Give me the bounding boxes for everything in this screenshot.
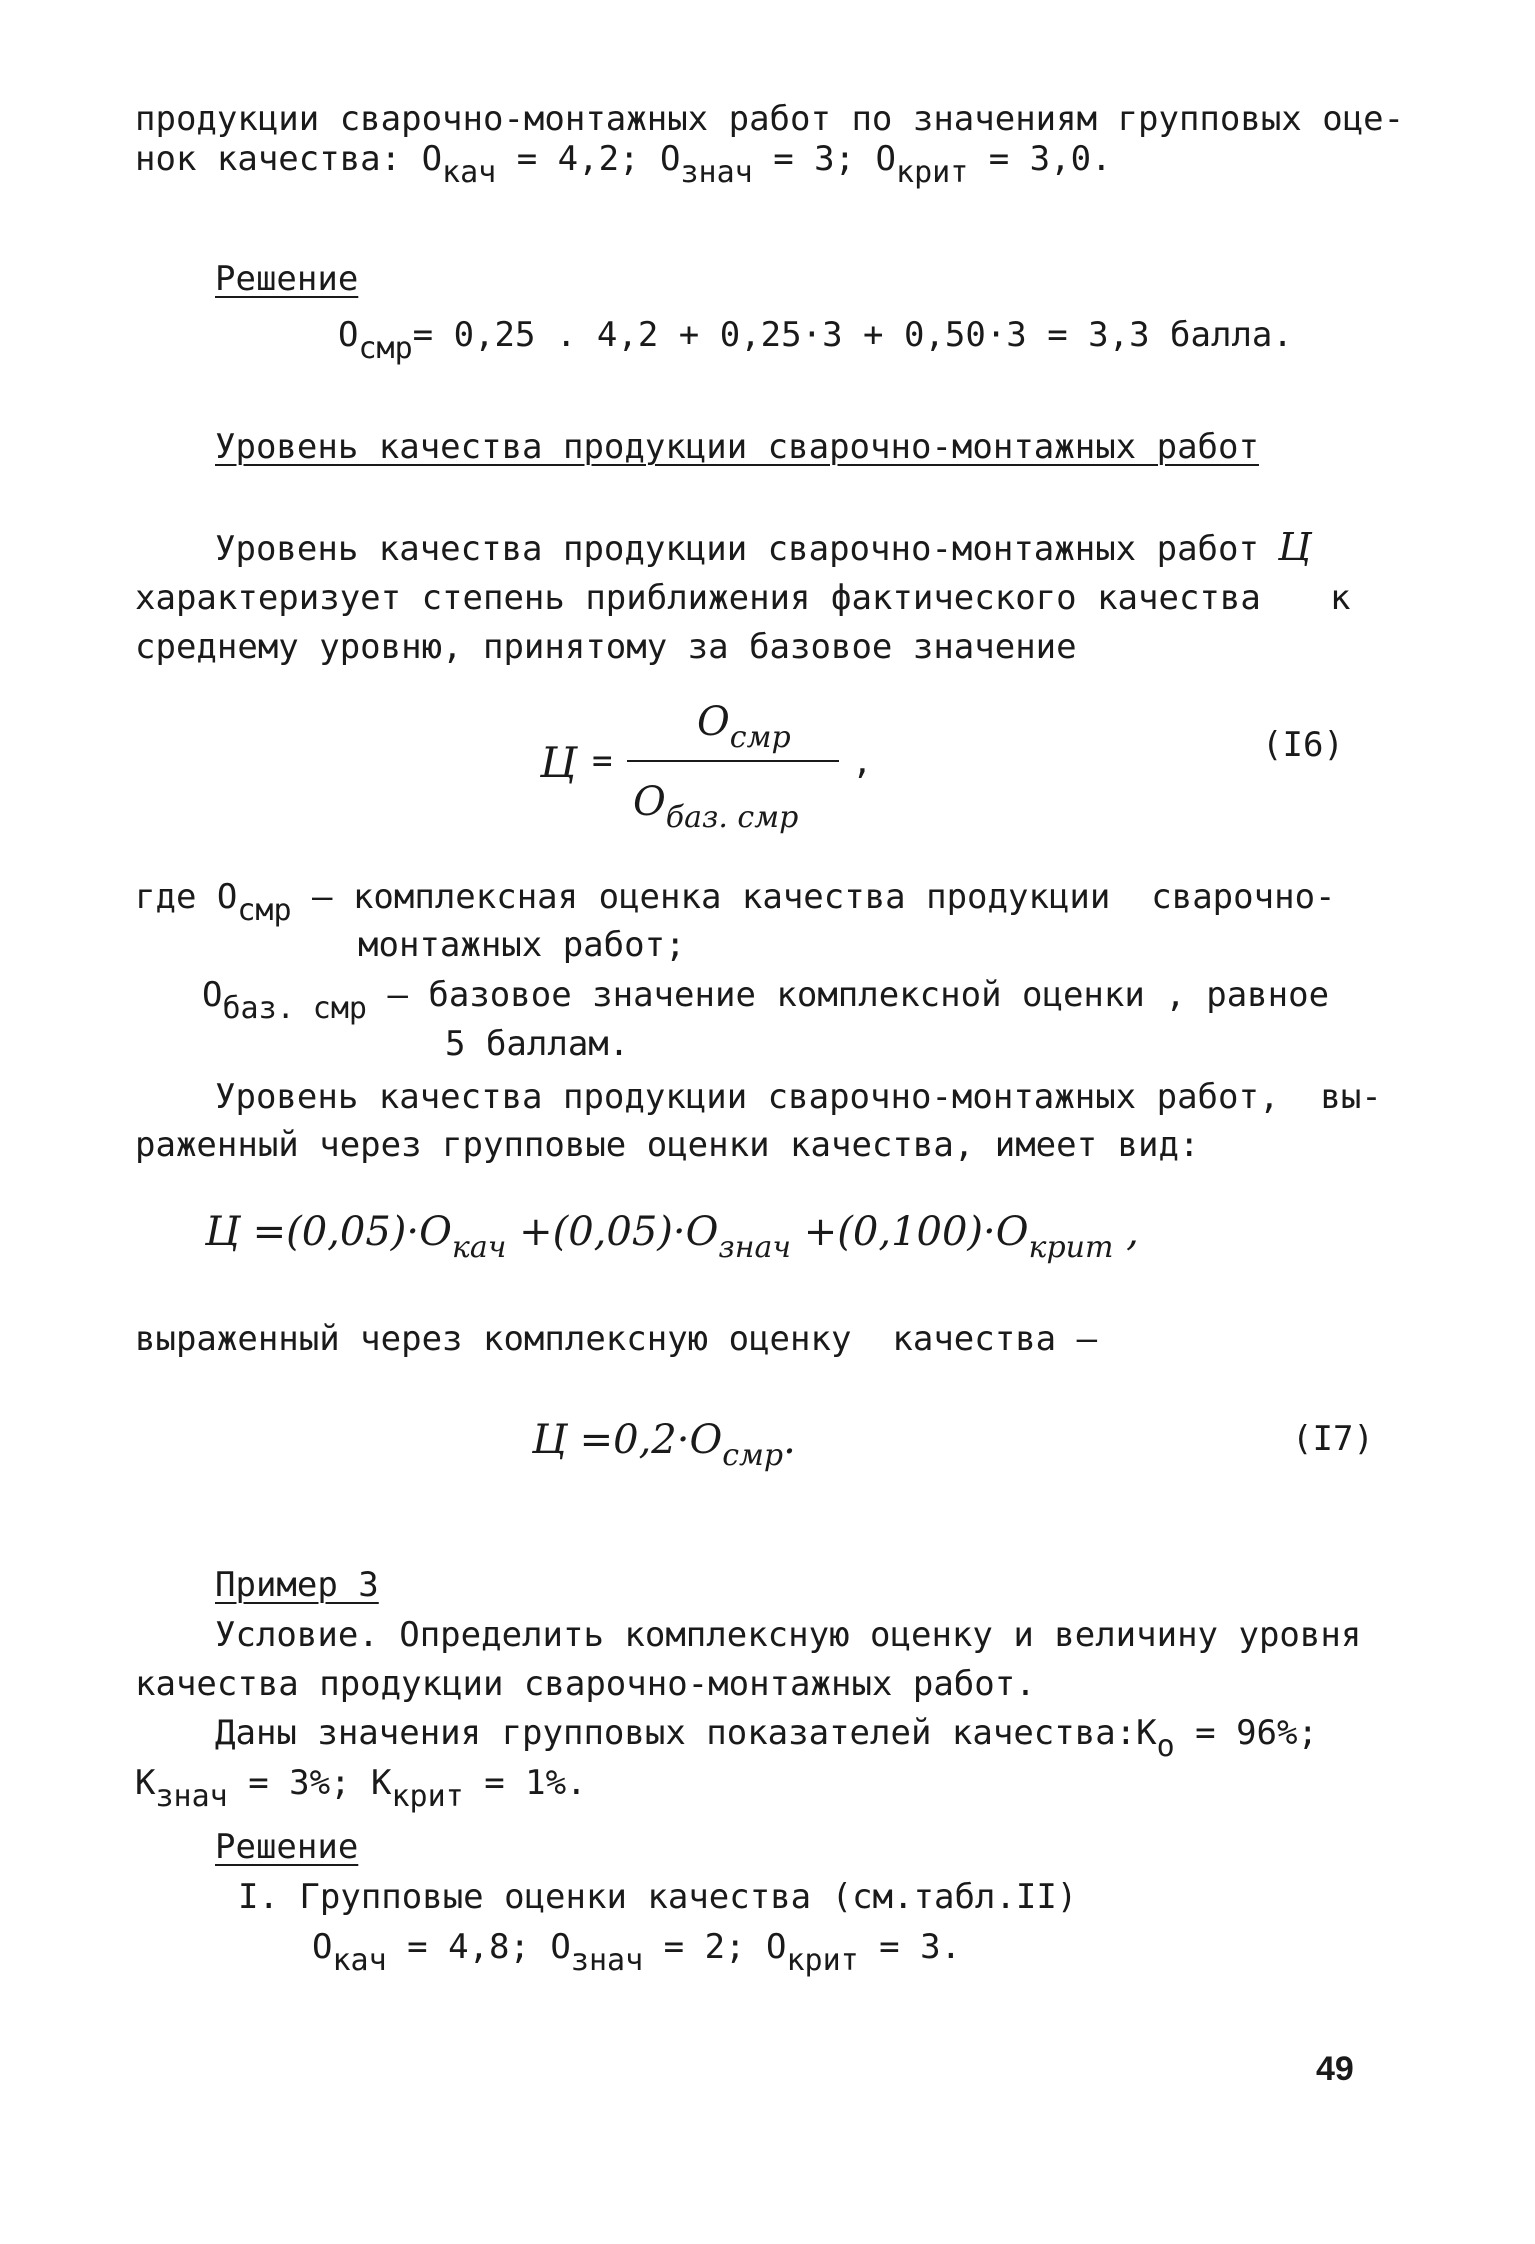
fraction-bar [627,760,839,762]
formula-17: $Ц =0,2\cdot О_{смр}$. [532,1417,796,1473]
definition-line: монтажных работ; [358,925,686,965]
definition-line: где Осмр – комплексная оценка качества продукции сварочно- [135,877,1336,928]
solution-heading: Решение [215,259,359,299]
text-line: Окач = 4,8; Означ = 2; Окрит = 3. [312,1927,962,1978]
formula-group: $Ц =(0,05)\cdot О_{кач} +(0,05)\cdot О_{знач} +(0,100)\cdot О_{крит}$ , [205,1209,1139,1265]
text-line: продукции сварочно-монтажных работ по значениям групповых оце- [135,99,1405,139]
text-line: Уровень качества продукции сварочно-монтажных работ [215,529,1259,569]
text-line: нок качества: Окач = 4,2; Означ = 3; Окрит = 3,0. [135,139,1112,190]
formula-numerator: $О_{смр}$ [697,699,791,755]
formula-eq: = [592,741,613,781]
example-heading: Пример 3 [215,1565,379,1605]
formula-comma: , [852,742,873,782]
text-line: к [1330,578,1351,618]
equation-number: (I6) [1262,725,1344,765]
solution-heading: Решение [215,1827,359,1867]
text-line: Уровень качества продукции сварочно-монтажных работ, вы- [215,1077,1382,1117]
page-number: 49 [1316,2050,1354,2088]
section-heading: Уровень качества продукции сварочно-монтажных работ [215,427,1259,467]
text-line: качества продукции сварочно-монтажных работ. [135,1664,1036,1704]
formula-symbol: Ц [540,738,577,787]
text-line: I. Групповые оценки качества (см.табл.II) [238,1877,1078,1917]
solution-line: Осмр= 0,25 . 4,2 + 0,25·3 + 0,50·3 = 3,3 балла. [338,315,1293,366]
text-line: среднему уровню, принятому за базовое значение [135,627,1077,667]
text-line: характеризует степень приближения фактического качества [135,578,1261,618]
text-line: Даны значения групповых показателей качества:Ко = 96%; [215,1713,1318,1764]
equation-number: (I7) [1292,1419,1374,1459]
definition-line: Обаз. смр – базовое значение комплексной оценки , равное [202,975,1330,1026]
symbol-U: Ц [1278,525,1312,569]
text-line: выраженный через комплексную оценку качества – [135,1319,1098,1359]
text-line: Кзнач = 3%; Ккрит = 1%. [135,1763,587,1814]
definition-line: 5 баллам. [445,1024,630,1064]
text-line: раженный через групповые оценки качества, имеет вид: [135,1125,1200,1165]
formula-denominator: $О_{баз. смр}$ [633,779,799,835]
text-line: Условие. Определить комплексную оценку и величину уровня [215,1615,1362,1655]
